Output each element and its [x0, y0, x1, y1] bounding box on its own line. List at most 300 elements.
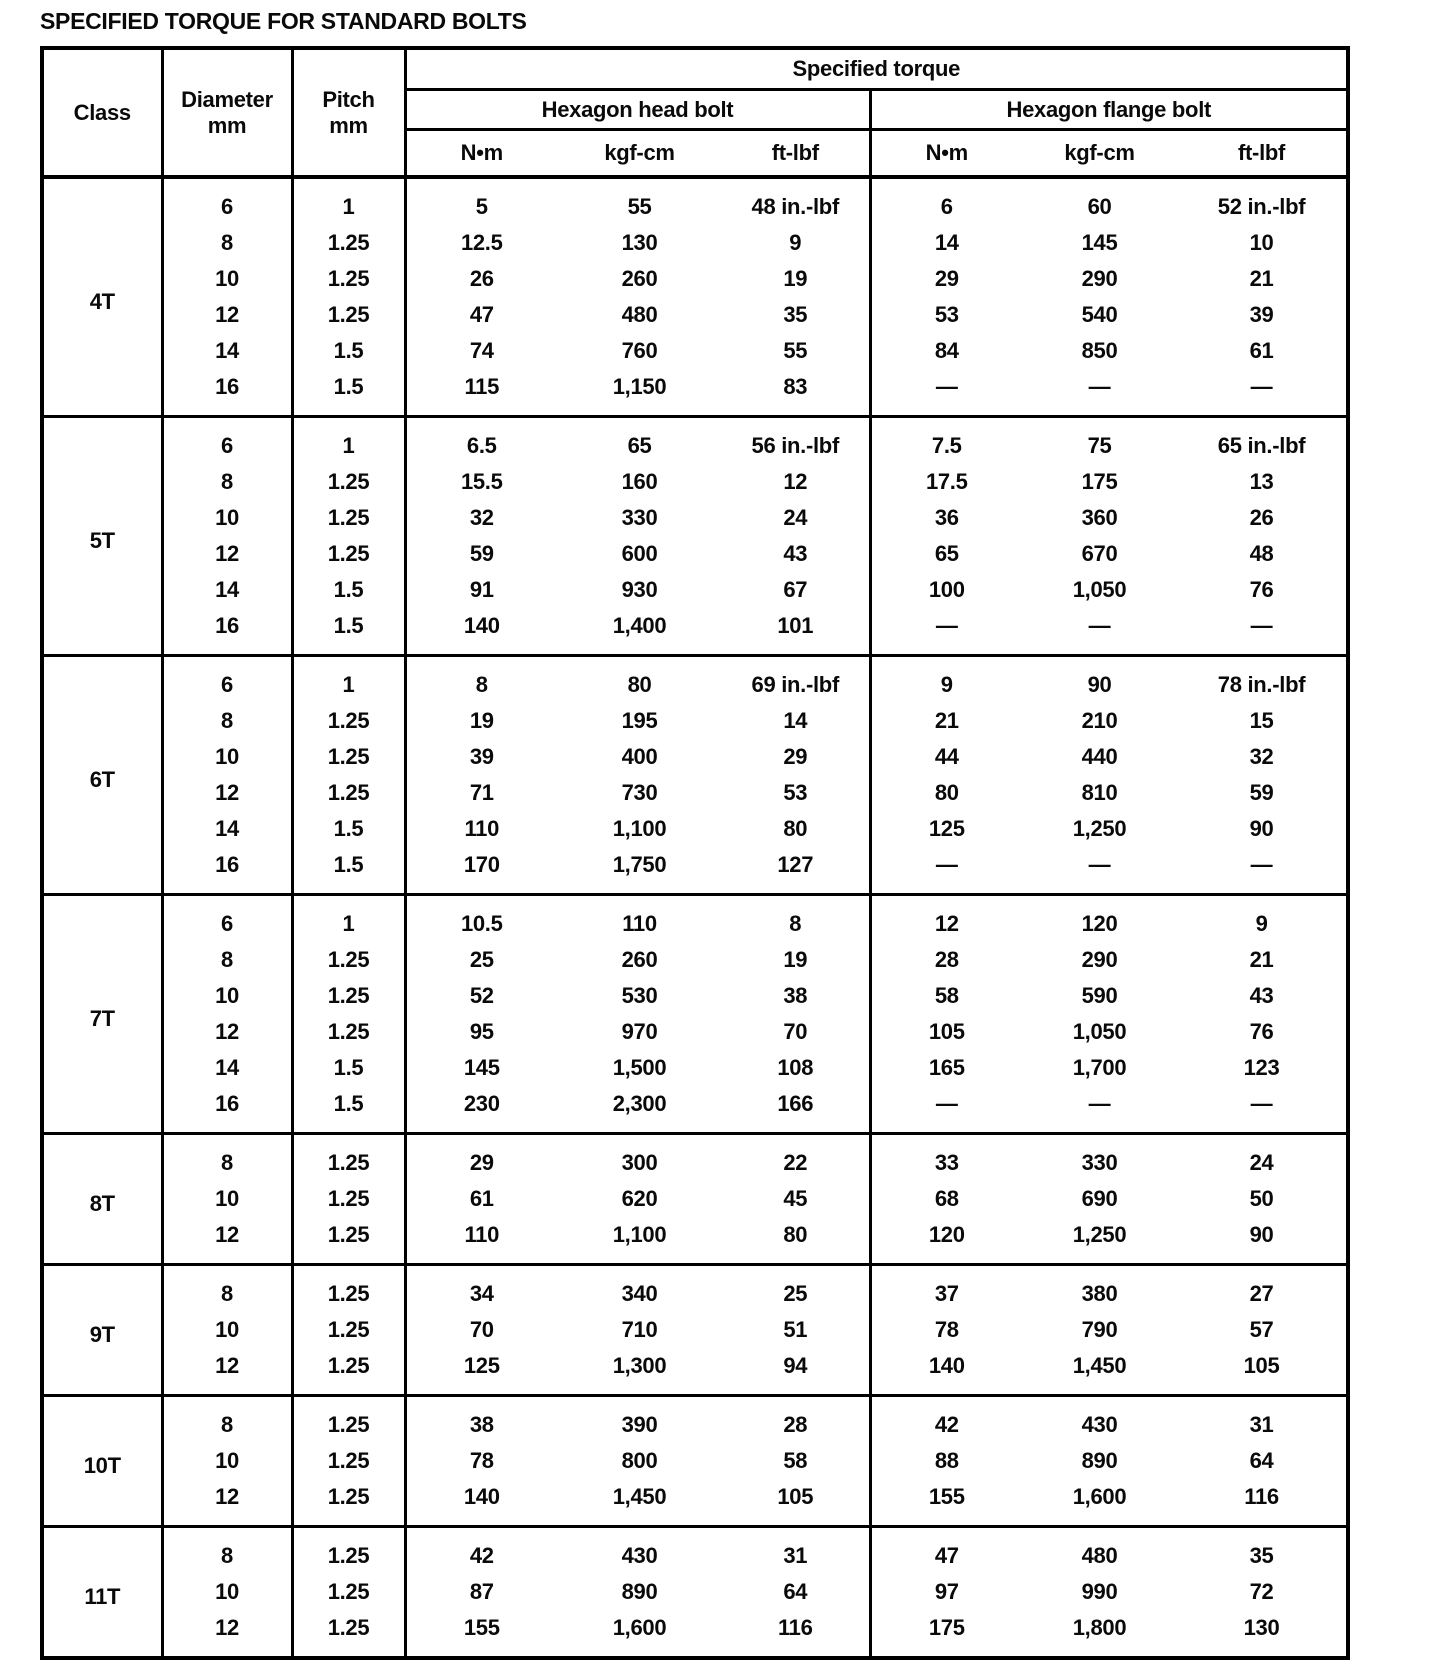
diameter-value: 8 [162, 225, 292, 261]
flange-kgfcm-value: 890 [1081, 1448, 1118, 1473]
head-ftlbf-value: 83 [722, 369, 870, 417]
class-group-8t [42, 1134, 1348, 1265]
flange-ftlbf-value: 31 [1249, 1412, 1274, 1437]
flange-ftlbf-value: 72 [1249, 1579, 1274, 1604]
pitch-value: 1.25 [292, 536, 405, 572]
pitch-value: 1.25 [292, 1396, 405, 1444]
diameter-value: 14 [162, 333, 292, 369]
flange-ftlbf-value: 105 [1243, 1353, 1280, 1378]
flange-ftlbf-value: — [1250, 852, 1273, 877]
diameter-value: 10 [162, 500, 292, 536]
diameter-value: 8 [162, 464, 292, 500]
head-nm-value: 78 [469, 1448, 494, 1473]
flange-ftlbf-value: 116 [1244, 1484, 1279, 1509]
flange-kgfcm-value: 430 [1081, 1412, 1118, 1437]
flange-ftlbf-value: 78 in.-lbf [1217, 672, 1306, 697]
flange-kgfcm-value: 1,250 [1072, 816, 1127, 841]
unit-header-head-kgfcm: kgf-cm [557, 130, 722, 178]
head-kgfcm-value: 195 [621, 708, 658, 733]
head-ftlbf-value: 14 [722, 703, 870, 739]
head-ftlbf-value: 58 [722, 1443, 870, 1479]
diameter-value: 6 [162, 417, 292, 465]
table-row [42, 1086, 1348, 1134]
head-ftlbf-value: 19 [722, 942, 870, 978]
table-row [42, 1217, 1348, 1265]
pitch-value: 1.25 [292, 775, 405, 811]
torque-spec-table [40, 46, 1350, 1660]
head-nm-value: 91 [469, 577, 494, 602]
head-ftlbf-value: 67 [722, 572, 870, 608]
pitch-value: 1.25 [292, 1348, 405, 1396]
flange-nm-value: 47 [934, 1543, 959, 1568]
diameter-value: 14 [162, 1050, 292, 1086]
pitch-value: 1.25 [292, 1265, 405, 1313]
table-row [42, 369, 1348, 417]
head-kgfcm-value: 930 [621, 577, 658, 602]
flange-kgfcm-value: 360 [1081, 505, 1118, 530]
head-nm-value: 26 [469, 266, 494, 291]
flange-nm-value: — [935, 1091, 958, 1116]
diameter-value: 14 [162, 572, 292, 608]
head-kgfcm-value: 970 [621, 1019, 658, 1044]
table-row [42, 417, 1348, 465]
diameter-value: 8 [162, 1265, 292, 1313]
flange-ftlbf-value: 13 [1249, 469, 1274, 494]
table-row [42, 297, 1348, 333]
head-nm-value: 61 [469, 1186, 494, 1211]
head-nm-value: 39 [469, 744, 494, 769]
diameter-value: 8 [162, 1396, 292, 1444]
column-header-specified-torque: Specified torque [405, 48, 1348, 90]
flange-nm-value: 105 [928, 1019, 965, 1044]
flange-ftlbf-value: 32 [1249, 744, 1274, 769]
flange-kgfcm-value: — [1088, 613, 1111, 638]
table-row [42, 895, 1348, 943]
diameter-value: 12 [162, 297, 292, 333]
head-nm-value: 170 [463, 852, 500, 877]
head-ftlbf-value: 9 [722, 225, 870, 261]
column-header-hexagon-head-bolt: Hexagon head bolt [405, 90, 870, 130]
head-ftlbf-value: 12 [722, 464, 870, 500]
table-row [42, 978, 1348, 1014]
flange-ftlbf-value: 90 [1249, 1222, 1274, 1247]
flange-nm-value: 53 [934, 302, 959, 327]
column-header-class: Class [42, 48, 162, 177]
head-ftlbf-value: 25 [722, 1265, 870, 1313]
head-nm-value: 110 [464, 816, 500, 841]
head-nm-value: 110 [464, 1222, 500, 1247]
flange-ftlbf-value: 123 [1243, 1055, 1280, 1080]
head-ftlbf-value: 116 [722, 1610, 870, 1658]
table-row [42, 703, 1348, 739]
head-ftlbf-value: 166 [722, 1086, 870, 1134]
flange-ftlbf-value: 52 in.-lbf [1217, 194, 1306, 219]
flange-ftlbf-value: — [1250, 1091, 1273, 1116]
flange-nm-value: 12 [934, 911, 959, 936]
unit-header-flange-kgfcm: kgf-cm [1022, 130, 1177, 178]
flange-nm-value: 80 [934, 780, 959, 805]
head-nm-value: 155 [463, 1615, 500, 1640]
class-label: 8T [42, 1134, 162, 1265]
head-kgfcm-value: 1,750 [612, 852, 667, 877]
diameter-value: 12 [162, 775, 292, 811]
flange-ftlbf-value: 64 [1249, 1448, 1274, 1473]
diameter-value: 10 [162, 1574, 292, 1610]
flange-kgfcm-value: 145 [1081, 230, 1118, 255]
head-ftlbf-value: 8 [722, 895, 870, 943]
diameter-value: 8 [162, 703, 292, 739]
table-header [42, 48, 1348, 177]
flange-kgfcm-value: 1,250 [1072, 1222, 1127, 1247]
head-ftlbf-value: 51 [722, 1312, 870, 1348]
table-row [42, 464, 1348, 500]
head-ftlbf-value: 22 [722, 1134, 870, 1182]
flange-nm-value: 84 [934, 338, 959, 363]
flange-kgfcm-value: 790 [1081, 1317, 1118, 1342]
class-group-5t [42, 417, 1348, 656]
flange-nm-value: 65 [934, 541, 959, 566]
class-label: 7T [42, 895, 162, 1134]
diameter-value: 12 [162, 1217, 292, 1265]
flange-kgfcm-value: 1,050 [1072, 577, 1127, 602]
flange-ftlbf-value: 65 in.-lbf [1217, 433, 1306, 458]
head-ftlbf-value: 28 [722, 1396, 870, 1444]
page-title: SPECIFIED TORQUE FOR STANDARD BOLTS [40, 8, 527, 34]
diameter-value: 12 [162, 1479, 292, 1527]
class-label: 6T [42, 656, 162, 895]
head-ftlbf-value: 53 [722, 775, 870, 811]
diameter-value: 12 [162, 1610, 292, 1658]
flange-ftlbf-value: 90 [1249, 816, 1274, 841]
column-header-diameter-label: Diameter [181, 86, 273, 112]
unit-header-head-ftlbf: ft-lbf [722, 130, 870, 178]
class-group-10t [42, 1396, 1348, 1527]
pitch-value: 1.25 [292, 978, 405, 1014]
table-row [42, 1134, 1348, 1182]
column-header-diameter-unit: mm [207, 112, 247, 138]
pitch-value: 1.5 [292, 811, 405, 847]
class-label: 11T [42, 1527, 162, 1659]
head-kgfcm-value: 530 [621, 983, 658, 1008]
class-group-9t [42, 1265, 1348, 1396]
head-ftlbf-value: 45 [722, 1181, 870, 1217]
head-ftlbf-value: 80 [722, 811, 870, 847]
flange-ftlbf-value: 48 [1249, 541, 1274, 566]
head-ftlbf-value: 48 in.-lbf [722, 177, 870, 225]
head-kgfcm-value: 890 [621, 1579, 658, 1604]
flange-ftlbf-value: 24 [1249, 1150, 1274, 1175]
diameter-value: 10 [162, 1312, 292, 1348]
head-kgfcm-value: 1,100 [612, 1222, 667, 1247]
flange-kgfcm-value: 90 [1087, 672, 1112, 697]
table-row [42, 572, 1348, 608]
pitch-value: 1.25 [292, 1014, 405, 1050]
flange-ftlbf-value: 61 [1249, 338, 1274, 363]
diameter-value: 10 [162, 739, 292, 775]
flange-kgfcm-value: 810 [1081, 780, 1118, 805]
flange-nm-value: 120 [928, 1222, 965, 1247]
pitch-value: 1.25 [292, 225, 405, 261]
flange-kgfcm-value: 210 [1081, 708, 1118, 733]
head-nm-value: 140 [463, 1484, 500, 1509]
pitch-value: 1.5 [292, 1086, 405, 1134]
flange-ftlbf-value: 59 [1249, 780, 1274, 805]
pitch-value: 1.5 [292, 847, 405, 895]
flange-nm-value: 175 [928, 1615, 965, 1640]
table-row [42, 1265, 1348, 1313]
head-ftlbf-value: 70 [722, 1014, 870, 1050]
head-nm-value: 15.5 [460, 469, 503, 494]
diameter-value: 10 [162, 978, 292, 1014]
head-kgfcm-value: 55 [627, 194, 652, 219]
table-row [42, 1574, 1348, 1610]
flange-kgfcm-value: 590 [1081, 983, 1118, 1008]
flange-nm-value: 17.5 [925, 469, 968, 494]
column-header-hexagon-flange-bolt: Hexagon flange bolt [870, 90, 1348, 130]
class-group-7t [42, 895, 1348, 1134]
flange-ftlbf-value: 76 [1249, 577, 1274, 602]
table-row [42, 656, 1348, 704]
table-row [42, 1348, 1348, 1396]
head-ftlbf-value: 55 [722, 333, 870, 369]
flange-kgfcm-value: — [1088, 374, 1111, 399]
head-kgfcm-value: 160 [621, 469, 658, 494]
flange-ftlbf-value: — [1250, 374, 1273, 399]
diameter-value: 10 [162, 1443, 292, 1479]
head-kgfcm-value: 1,300 [612, 1353, 667, 1378]
flange-kgfcm-value: 1,600 [1072, 1484, 1127, 1509]
pitch-value: 1.25 [292, 739, 405, 775]
pitch-value: 1.25 [292, 1479, 405, 1527]
head-nm-value: 115 [464, 374, 500, 399]
pitch-value: 1 [292, 895, 405, 943]
head-kgfcm-value: 1,100 [612, 816, 667, 841]
flange-kgfcm-value: 290 [1081, 266, 1118, 291]
table-row [42, 847, 1348, 895]
flange-ftlbf-value: 26 [1249, 505, 1274, 530]
flange-ftlbf-value: 21 [1249, 266, 1274, 291]
flange-kgfcm-value: 480 [1081, 1543, 1118, 1568]
diameter-value: 6 [162, 656, 292, 704]
diameter-value: 8 [162, 1134, 292, 1182]
head-ftlbf-value: 105 [722, 1479, 870, 1527]
head-kgfcm-value: 130 [621, 230, 658, 255]
class-label: 9T [42, 1265, 162, 1396]
head-kgfcm-value: 340 [621, 1281, 658, 1306]
head-kgfcm-value: 330 [621, 505, 658, 530]
head-nm-value: 42 [469, 1543, 494, 1568]
flange-nm-value: 97 [934, 1579, 959, 1604]
head-kgfcm-value: 1,450 [612, 1484, 667, 1509]
table-row [42, 1312, 1348, 1348]
flange-kgfcm-value: 690 [1081, 1186, 1118, 1211]
pitch-value: 1.25 [292, 942, 405, 978]
head-nm-value: 95 [469, 1019, 494, 1044]
head-ftlbf-value: 38 [722, 978, 870, 1014]
class-group-11t [42, 1527, 1348, 1659]
flange-ftlbf-value: 57 [1249, 1317, 1274, 1342]
pitch-value: 1 [292, 417, 405, 465]
flange-kgfcm-value: — [1088, 852, 1111, 877]
diameter-value: 8 [162, 1527, 292, 1575]
class-label: 5T [42, 417, 162, 656]
head-nm-value: 29 [469, 1150, 494, 1175]
diameter-value: 10 [162, 1181, 292, 1217]
head-nm-value: 6.5 [466, 433, 497, 458]
flange-kgfcm-value: 290 [1081, 947, 1118, 972]
head-nm-value: 140 [463, 613, 500, 638]
flange-kgfcm-value: 75 [1087, 433, 1112, 458]
head-kgfcm-value: 730 [621, 780, 658, 805]
head-nm-value: 230 [463, 1091, 500, 1116]
head-nm-value: 70 [469, 1317, 494, 1342]
unit-header-flange-ftlbf: ft-lbf [1177, 130, 1348, 178]
flange-kgfcm-value: 440 [1081, 744, 1118, 769]
class-group-4t [42, 177, 1348, 417]
head-kgfcm-value: 430 [621, 1543, 658, 1568]
head-kgfcm-value: 600 [621, 541, 658, 566]
head-ftlbf-value: 29 [722, 739, 870, 775]
unit-header-flange-nm: N•m [870, 130, 1022, 178]
head-kgfcm-value: 65 [627, 433, 652, 458]
diameter-value: 6 [162, 895, 292, 943]
flange-nm-value: — [935, 613, 958, 638]
table-row [42, 739, 1348, 775]
head-ftlbf-value: 64 [722, 1574, 870, 1610]
head-ftlbf-value: 31 [722, 1527, 870, 1575]
column-header-pitch-unit: mm [329, 112, 368, 138]
flange-nm-value: 68 [934, 1186, 959, 1211]
flange-nm-value: 88 [934, 1448, 959, 1473]
head-kgfcm-value: 620 [621, 1186, 658, 1211]
pitch-value: 1 [292, 177, 405, 225]
flange-kgfcm-value: 1,800 [1072, 1615, 1127, 1640]
header-row-top [42, 48, 1348, 90]
head-kgfcm-value: 480 [621, 302, 658, 327]
diameter-value: 8 [162, 942, 292, 978]
head-ftlbf-value: 108 [722, 1050, 870, 1086]
flange-nm-value: 100 [928, 577, 965, 602]
flange-nm-value: 37 [934, 1281, 959, 1306]
diameter-value: 12 [162, 1348, 292, 1396]
flange-nm-value: 6 [940, 194, 953, 219]
table-row [42, 177, 1348, 225]
flange-nm-value: 58 [934, 983, 959, 1008]
table-row [42, 1527, 1348, 1575]
pitch-value: 1.25 [292, 500, 405, 536]
head-nm-value: 47 [469, 302, 494, 327]
head-kgfcm-value: 710 [621, 1317, 658, 1342]
pitch-value: 1.5 [292, 608, 405, 656]
pitch-value: 1.25 [292, 1527, 405, 1575]
column-header-diameter [162, 48, 292, 177]
pitch-value: 1.25 [292, 1574, 405, 1610]
head-kgfcm-value: 300 [621, 1150, 658, 1175]
flange-nm-value: 14 [934, 230, 959, 255]
diameter-value: 10 [162, 261, 292, 297]
table-row [42, 1610, 1348, 1658]
flange-nm-value: 155 [928, 1484, 965, 1509]
flange-kgfcm-value: 1,700 [1072, 1055, 1127, 1080]
pitch-value: 1.25 [292, 1312, 405, 1348]
head-nm-value: 87 [469, 1579, 494, 1604]
table-row [42, 500, 1348, 536]
head-kgfcm-value: 1,150 [612, 374, 667, 399]
pitch-value: 1.25 [292, 297, 405, 333]
flange-nm-value: 36 [934, 505, 959, 530]
head-ftlbf-value: 127 [722, 847, 870, 895]
table-row [42, 608, 1348, 656]
head-ftlbf-value: 43 [722, 536, 870, 572]
flange-ftlbf-value: 130 [1243, 1615, 1280, 1640]
head-kgfcm-value: 80 [627, 672, 652, 697]
pitch-value: 1.25 [292, 261, 405, 297]
table-row [42, 333, 1348, 369]
flange-nm-value: 78 [934, 1317, 959, 1342]
flange-ftlbf-value: 9 [1255, 911, 1268, 936]
unit-header-head-nm: N•m [405, 130, 557, 178]
head-nm-value: 59 [469, 541, 494, 566]
pitch-value: 1 [292, 656, 405, 704]
head-nm-value: 25 [469, 947, 494, 972]
head-ftlbf-value: 69 in.-lbf [722, 656, 870, 704]
flange-kgfcm-value: 380 [1081, 1281, 1118, 1306]
pitch-value: 1.5 [292, 333, 405, 369]
diameter-value: 16 [162, 369, 292, 417]
table-row [42, 1479, 1348, 1527]
head-nm-value: 19 [469, 708, 494, 733]
pitch-value: 1.5 [292, 572, 405, 608]
head-kgfcm-value: 260 [621, 947, 658, 972]
table-row [42, 811, 1348, 847]
table-row [42, 1050, 1348, 1086]
pitch-value: 1.25 [292, 1181, 405, 1217]
head-nm-value: 10.5 [460, 911, 503, 936]
flange-ftlbf-value: 76 [1249, 1019, 1274, 1044]
flange-ftlbf-value: — [1250, 613, 1273, 638]
flange-nm-value: 7.5 [931, 433, 962, 458]
column-header-pitch [292, 48, 405, 177]
head-nm-value: 145 [463, 1055, 500, 1080]
head-kgfcm-value: 390 [621, 1412, 658, 1437]
pitch-value: 1.25 [292, 1217, 405, 1265]
pitch-value: 1.5 [292, 369, 405, 417]
pitch-value: 1.5 [292, 1050, 405, 1086]
head-kgfcm-value: 110 [622, 911, 657, 936]
head-kgfcm-value: 1,500 [612, 1055, 667, 1080]
head-nm-value: 8 [475, 672, 488, 697]
pitch-value: 1.25 [292, 703, 405, 739]
flange-ftlbf-value: 35 [1249, 1543, 1274, 1568]
flange-kgfcm-value: 990 [1081, 1579, 1118, 1604]
flange-nm-value: 44 [934, 744, 959, 769]
flange-nm-value: 140 [928, 1353, 965, 1378]
class-group-6t [42, 656, 1348, 895]
table-row [42, 225, 1348, 261]
head-nm-value: 12.5 [460, 230, 503, 255]
flange-ftlbf-value: 50 [1249, 1186, 1274, 1211]
head-kgfcm-value: 1,400 [612, 613, 667, 638]
pitch-value: 1.25 [292, 1134, 405, 1182]
table-row [42, 1014, 1348, 1050]
flange-kgfcm-value: 540 [1081, 302, 1118, 327]
table-row [42, 1181, 1348, 1217]
table-row [42, 261, 1348, 297]
head-nm-value: 5 [475, 194, 488, 219]
head-ftlbf-value: 24 [722, 500, 870, 536]
head-nm-value: 125 [463, 1353, 500, 1378]
flange-ftlbf-value: 10 [1249, 230, 1274, 255]
